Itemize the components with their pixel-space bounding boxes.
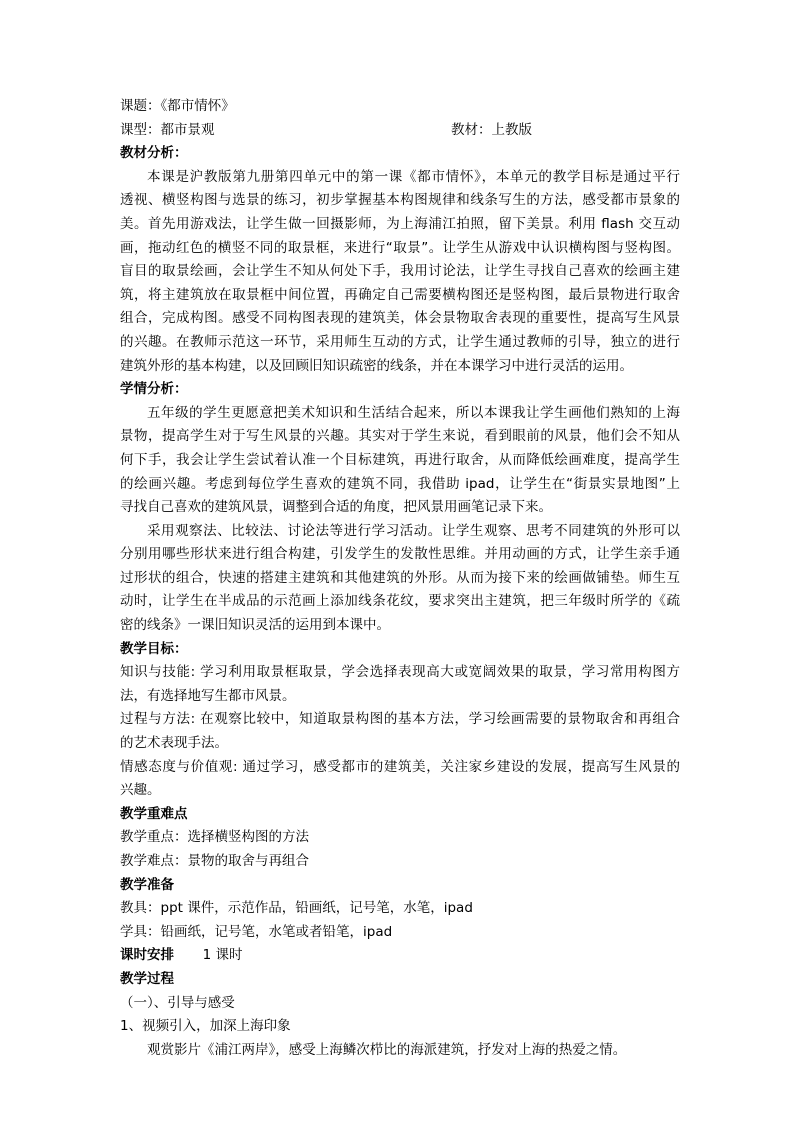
- material-analysis-line: 盲目的取景绘画，会让学生不知从何处下手，我用讨论法，让学生寻找自己喜欢的绘画主建: [120, 263, 680, 280]
- textbook-edition: 教材：上教版: [451, 121, 532, 138]
- student-analysis-line: 五年级的学生更愿意把美术知识和生活结合起来，所以本课我让学生画他们熟知的上海: [147, 404, 680, 421]
- material-analysis-line: 本课是沪教版第九册第四单元中的第一课《都市情怀》，本单元的教学目标是通过平行: [147, 168, 680, 185]
- lesson-meta-row: [120, 119, 680, 143]
- objectives-heading: 教学目标：: [120, 640, 188, 657]
- process-item-text: 观赏影片《浦江两岸》，感受上海鳞次栉比的海派建筑，抒发对上海的热爱之情。: [147, 1041, 627, 1058]
- material-analysis-line: 组合，完成构图。感受不同构图表现的建筑美，体会景物取舍表现的重要性，提高写生风景: [120, 310, 680, 327]
- student-analysis-line: 采用观察法、比较法、讨论法等进行学习活动。让学生观察、思考不同建筑的外形可以: [147, 522, 680, 539]
- schedule-row: [120, 944, 680, 968]
- document-page: [120, 95, 680, 1062]
- objective-process-line: 的艺术表现手法。: [120, 735, 228, 752]
- lesson-topic: 课题：《都市情怀》: [120, 98, 235, 114]
- material-analysis-line: 筑，将主建筑放在取景框中间位置，再确定自己需要横构图还是竖构图，最后景物进行取舍: [120, 286, 680, 303]
- student-analysis-line: 景物，提高学生对于写生风景的兴趣。其实对于学生来说，看到眼前的风景，他们会不知从: [120, 428, 680, 445]
- process-heading: 教学过程: [120, 970, 174, 987]
- process-item-title: 1、视频引入，加深上海印象: [120, 1018, 291, 1035]
- objective-process-line: 过程与方法: 在观察比较中，知道取景构图的基本方法，学习绘画需要的景物取舍和再组合: [120, 711, 680, 728]
- objective-knowledge-line: 法，有选择地写生都市风景。: [120, 687, 296, 704]
- preparation-heading: 教学准备: [120, 876, 174, 893]
- objective-emotion-line: 情感态度与价值观: 通过学习，感受都市的建筑美，关注家乡建设的发展，提高写生风景的: [120, 758, 680, 775]
- objective-emotion-line: 兴趣。: [120, 782, 161, 799]
- process-part-title: （一）、引导与感受: [120, 994, 235, 1011]
- key-point: 教学重点：选择横竖构图的方法: [120, 829, 309, 846]
- schedule-heading: 课时安排: [120, 947, 174, 964]
- material-analysis-line: 画，拖动红色的横竖不同的取景框，来进行“取景”。让学生从游戏中认识横构图与竖构图。: [120, 239, 680, 256]
- student-analysis-line: 何下手，我会让学生尝试着认准一个目标建筑，再进行取舍，从而降低绘画难度，提高学生: [120, 451, 680, 468]
- student-analysis-line: 寻找自己喜欢的建筑风景，调整到合适的角度，把风景用画笔记录下来。: [120, 499, 552, 516]
- student-analysis-heading: 学情分析：: [120, 381, 188, 398]
- student-analysis-line: 动时，让学生在半成品的示范画上添加线条花纹，要求突出主建筑，把三年级时所学的《疏: [120, 593, 680, 610]
- course-type: 课型：都市景观: [120, 121, 215, 138]
- student-analysis-line: 过形状的组合，快速的搭建主建筑和其他建筑的外形。从而为接下来的绘画做铺垫。师生互: [120, 569, 680, 586]
- student-analysis-line: 密的线条》一课旧知识灵活的运用到本课中。: [120, 617, 390, 634]
- key-points-heading: 教学重难点: [120, 805, 188, 822]
- material-analysis-line: 透视、横竖构图与选景的练习，初步掌握基本构图规律和线条写生的方法，感受都市景象的: [120, 192, 680, 209]
- objective-knowledge-line: 知识与技能: 学习利用取景框取景，学会选择表现高大或宽阔效果的取景，学习常用构图方: [120, 664, 680, 681]
- student-analysis-line: 分别用哪些形状来进行组合构建，引发学生的发散性思维。并用动画的方式，让学生亲手通: [120, 546, 680, 563]
- student-materials: 学具：铅画纸，记号笔，水笔或者铅笔，ipad: [120, 923, 393, 940]
- material-analysis-line: 的兴趣。在教师示范这一环节，采用师生互动的方式，让学生通过教师的引导，独立的进行: [120, 333, 680, 350]
- difficulty-point: 教学难点：景物的取舍与再组合: [120, 853, 309, 869]
- material-analysis-line: 建筑外形的基本构建，以及回顾旧知识疏密的线条，并在本课学习中进行灵活的运用。: [120, 357, 633, 374]
- material-analysis-line: 美。首先用游戏法，让学生做一回摄影师，为上海浦江拍照，留下美景。利用 flash 交互动: [120, 215, 680, 232]
- teacher-materials: 教具：ppt 课件，示范作品，铅画纸，记号笔，水笔，ipad: [120, 900, 473, 917]
- material-analysis-heading: 教材分析：: [120, 145, 188, 162]
- schedule-value: 1 课时: [202, 947, 243, 964]
- student-analysis-line: 的绘画兴趣。考虑到每位学生喜欢的建筑不同，我借助 ipad，让学生在“街景实景地图”上: [120, 475, 680, 492]
